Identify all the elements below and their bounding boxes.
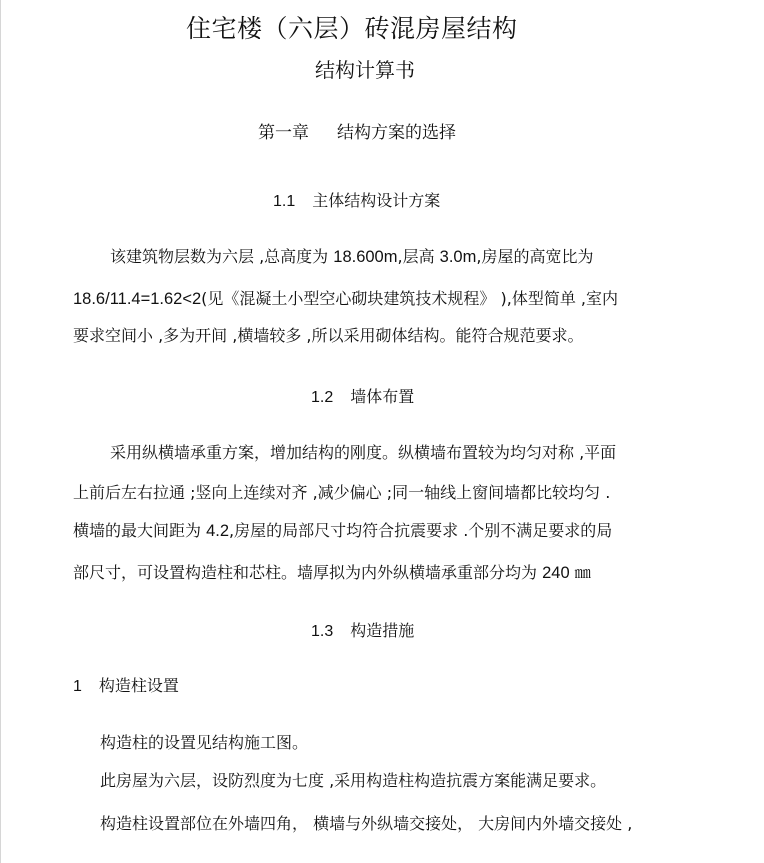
text-run: ,层高: [397, 247, 440, 266]
paragraph-line: [110, 249, 593, 266]
text-run: (见《混凝土小型空心砌块建筑技术规程》 ),体型简单 ,室内: [201, 289, 618, 308]
wall-thickness-value: 240: [542, 564, 570, 582]
paragraph-line: [73, 291, 618, 308]
subsection-title: 构造柱设置: [98, 676, 179, 695]
section-title: 墙体布置: [350, 387, 415, 406]
height-value: 18.600m: [333, 248, 398, 266]
subsection-number: 1: [73, 678, 82, 695]
paragraph-line: 构造柱设置部位在外墙四角， 横墙与外纵墙交接处， 大房间内外墙交接处 ,: [100, 814, 633, 833]
text-run: ,房屋的局部尺寸均符合抗震要求 .个别不满足要求的局: [229, 521, 613, 540]
document-subtitle: 结构计算书: [315, 58, 415, 82]
max-spacing-value: 4.2: [206, 522, 230, 540]
text-run: 要求空间小 ,多为开间 ,横墙较多 ,所以采用砌体结构。能符合规范要求。: [73, 326, 584, 345]
text-run: 采用纵横墙承重方案，增加结构的刚度。纵横墙布置较为均匀对称 ,平面: [110, 443, 617, 462]
page-left-edge: [0, 0, 1, 863]
section-title: 构造措施: [350, 621, 415, 640]
chapter-heading: [258, 125, 456, 142]
paragraph-line: [73, 328, 584, 344]
text-run: 该建筑物层数为六层 ,总高度为: [110, 247, 334, 266]
subsection-heading: [73, 678, 179, 695]
section-number: 1.1: [273, 193, 296, 210]
text-run: ,房屋的高宽比为: [476, 247, 594, 266]
paragraph-line: [73, 523, 612, 540]
paragraph-line: 构造柱的设置见结构施工图。: [100, 733, 309, 752]
paragraph-line: [73, 485, 610, 501]
section-number: 1.2: [311, 389, 334, 406]
unit-label: ㎜: [569, 563, 591, 582]
section-title: 主体结构设计方案: [312, 191, 441, 210]
section-heading-1-2: [311, 389, 414, 406]
text-run: 上前后左右拉通 ;竖向上连续对齐 ,减少偏心 ;同一轴线上窗间墙都比较均匀 .: [73, 483, 611, 502]
paragraph-line: [110, 445, 616, 461]
chapter-title: 结构方案的选择: [337, 123, 456, 143]
text-run: 横墙的最大间距为: [73, 521, 207, 540]
paragraph-line: [73, 565, 591, 582]
document-title: 住宅楼（六层）砖混房屋结构: [186, 14, 518, 43]
section-heading-1-3: [311, 623, 414, 640]
section-number: 1.3: [311, 623, 334, 640]
text-run: 部尺寸，可设置构造柱和芯柱。墙厚拟为内外纵横墙承重部分均为: [73, 563, 543, 582]
ratio-formula: 18.6/11.4=1.62<2: [73, 290, 202, 308]
storey-height-value: 3.0m: [439, 248, 477, 266]
paragraph-line: 此房屋为六层，设防烈度为七度 ,采用构造柱构造抗震方案能满足要求。: [100, 771, 607, 790]
section-heading-1-1: [273, 193, 440, 210]
chapter-number: 第一章: [258, 123, 309, 143]
